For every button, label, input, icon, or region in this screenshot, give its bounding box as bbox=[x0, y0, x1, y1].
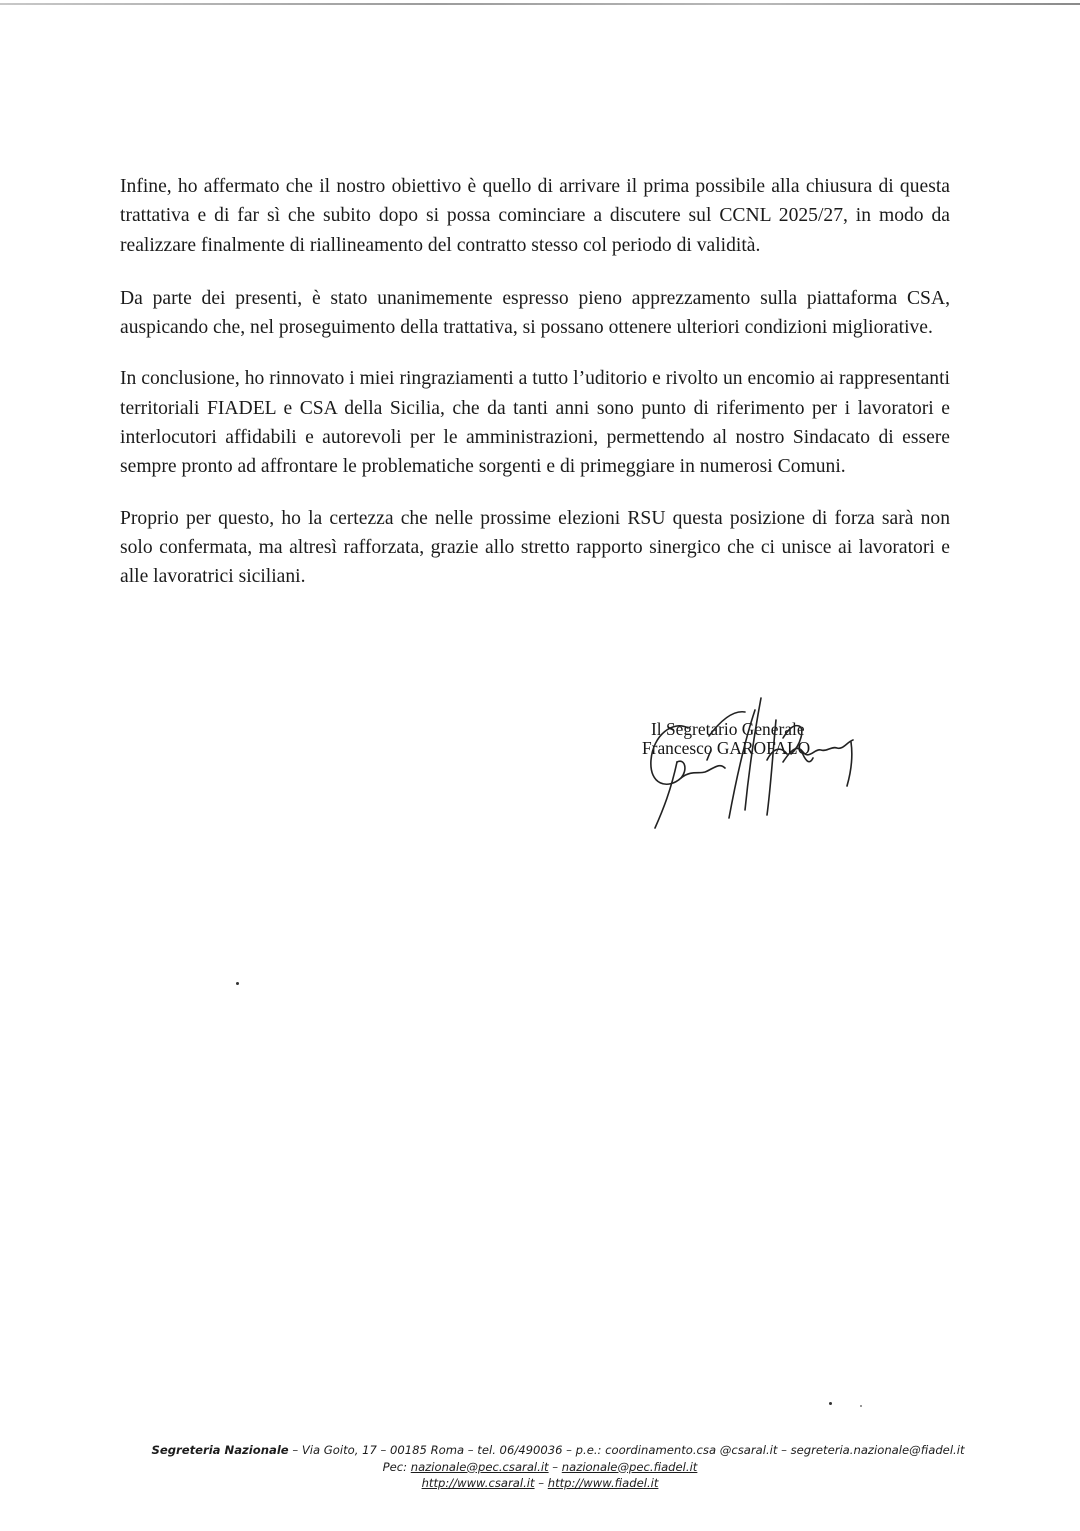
scan-speck bbox=[860, 1405, 862, 1407]
footer-address-line bbox=[36, 1442, 1080, 1459]
scan-top-edge bbox=[0, 3, 1080, 5]
scan-speck bbox=[236, 982, 239, 985]
footer-web-line bbox=[0, 1475, 1080, 1492]
pec-fiadel-link[interactable]: nazionale@pec.fiadel.it bbox=[561, 1459, 698, 1474]
signatory-title: Il Segretario Generale bbox=[651, 719, 805, 739]
footer-pec-line bbox=[0, 1459, 1080, 1476]
footer-separator: – bbox=[548, 1459, 562, 1474]
letter-paragraph: Da parte dei presenti, è stato unanimemente espresso pieno apprezzamento sulla piattaforma CSA, auspicando che, nel proseguimento della trattativa, si possano ottenere ulteriori condizioni migliorative. bbox=[120, 287, 950, 339]
letter-paragraph: Proprio per questo, ho la certezza che nelle prossime elezioni RSU questa posizione di forza sarà non solo confermata, ma altresì rafforzata, grazie allo stretto rapporto sinergico che ci unisce ai lavoratori e alle lavoratrici siciliani. bbox=[120, 507, 950, 588]
footer-office: Segreteria Nazionale bbox=[151, 1443, 289, 1457]
web-fiadel-link[interactable]: http://www.fiadel.it bbox=[547, 1476, 659, 1490]
letter-paragraph: Infine, ho affermato che il nostro obiettivo è quello di arrivare il prima possibile alla chiusura di questa trattativa e di far sì che subito dopo si possa cominciare a discutere sul CCNL 2025/27, in modo da realizzare finalmente di riallineamento del contratto stesso col periodo di validità. bbox=[120, 176, 950, 256]
signatory-name: Francesco GAROFALO bbox=[642, 738, 811, 758]
letter-body bbox=[120, 172, 950, 614]
scan-speck bbox=[829, 1402, 832, 1405]
web-csa-link[interactable]: http://www.csaral.it bbox=[421, 1476, 535, 1490]
footer-separator: – bbox=[534, 1476, 548, 1490]
footer-address: – Via Goito, 17 – 00185 Roma – tel. 06/490036 – p.e.: coordinamento.csa @csaral.it – segreteria.nazionale@fiadel.it bbox=[288, 1443, 965, 1457]
signature-block bbox=[641, 715, 881, 855]
letterhead-footer bbox=[0, 1442, 1080, 1492]
footer-pec-label: Pec: bbox=[382, 1459, 411, 1474]
letter-paragraph: In conclusione, ho rinnovato i miei ringraziamenti a tutto l’uditorio e rivolto un encomio ai rappresentanti territoriali FIADEL e CSA della Sicilia, che da tanti anni sono punto di riferimento per i lavoratori e interlocutori affidabili e autorevoli per le amministrazioni, permettendo al nostro Sindacato di essere sempre pronto ad affrontare le problematiche sorgenti e di primeggiare in numerosi Comuni. bbox=[120, 368, 950, 478]
pec-csa-link[interactable]: nazionale@pec.csaral.it bbox=[410, 1459, 549, 1474]
handwritten-signature bbox=[633, 690, 873, 840]
